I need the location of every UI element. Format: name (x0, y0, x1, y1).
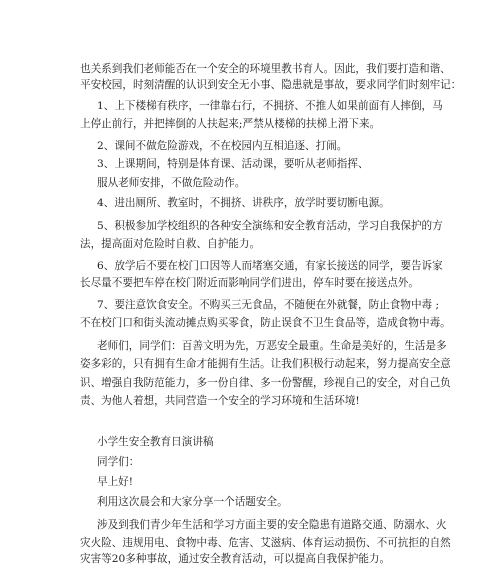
greeting-line: 同学们： (97, 456, 140, 468)
text-line: 7、要注意饮食安全。不购买三无食品，不随便在外就餐，防止食物中毒 ; (97, 299, 440, 311)
text-line: 3、上课期间，特别是体育课、活动课，要听从老师指挥、 (97, 158, 369, 170)
text-line: 6、放学后不要在校门口因等人而堵塞交通，有家长接送的同学，要告诉家 (97, 260, 443, 272)
text-line: 姿多彩的，只有拥有生命才能拥有生活。让我们积极行动起来，努力提高安全意 (80, 358, 451, 370)
text-line: 4、进出厕所、教室时，不拥挤、讲秩序，放学时要切断电源。 (97, 197, 390, 209)
text-line: 老师们，同学们：百善文明为先，万恶安全最重。生命是美好的，生活是多 (97, 340, 447, 352)
text-line: 1、上下楼梯有秩序，一律靠右行，不拥挤、不推人如果前面有人摔倒，马 (97, 100, 443, 112)
text-line: 长尽量不要把车停在校门附近而影响同学们进出，停车时要在接送点外。 (80, 277, 419, 289)
text-line: 灾火险、违规用电、食物中毒、危害、艾滋病、体育运动损伤、不可抗拒的自然 (80, 537, 451, 549)
text-line: 利用这次晨会和大家分享一个话题安全。 (97, 496, 288, 508)
text-line: 法，提高面对危险时自救、自护能力。 (80, 238, 261, 250)
text-line: 识、增强自我防范能力，多一份自律、多一份警醒，珍视自己的安全，对自己负 (80, 377, 451, 389)
text-line: 上停止前行，并把摔倒的人扶起来;严禁从楼梯的扶梯上滑下来。 (80, 118, 381, 130)
text-line: 不在校门口和街头流动摊点购买零食，防止误食不卫生食品等，造成食物中毒。 (80, 317, 451, 329)
text-line: 也关系到我们老师能否在一个安全的环境里教书育人。因此，我们要打造和谐、 (80, 63, 451, 75)
text-line: 涉及到我们青少年生活和学习方面主要的安全隐患有道路交通、防溺水、火 (97, 519, 447, 531)
text-line: 责、为他人着想，共同营造一个安全的学习环境和生活环境! (80, 395, 360, 407)
text-line: 5、积极参加学校组织的各种安全演练和安全教育活动，学习自我保护的方 (97, 220, 443, 232)
text-line: 2、课间不做危险游戏，不在校园内互相追逐、打闹。 (97, 140, 348, 152)
text-line: 平安校园，时刻清醒的认识到安全无小事、隐患就是事故，要求同学们时刻牢记： (80, 79, 462, 91)
greeting-line: 早上好! (97, 476, 134, 488)
section-title: 小学生安全教育日演讲稿 (97, 436, 214, 448)
text-line: 灾害等20多种事故，通过安全教育活动，可以提高自我保护能力。 (80, 553, 391, 565)
text-line: 服从老师安排，不做危险动作。 (97, 177, 246, 189)
